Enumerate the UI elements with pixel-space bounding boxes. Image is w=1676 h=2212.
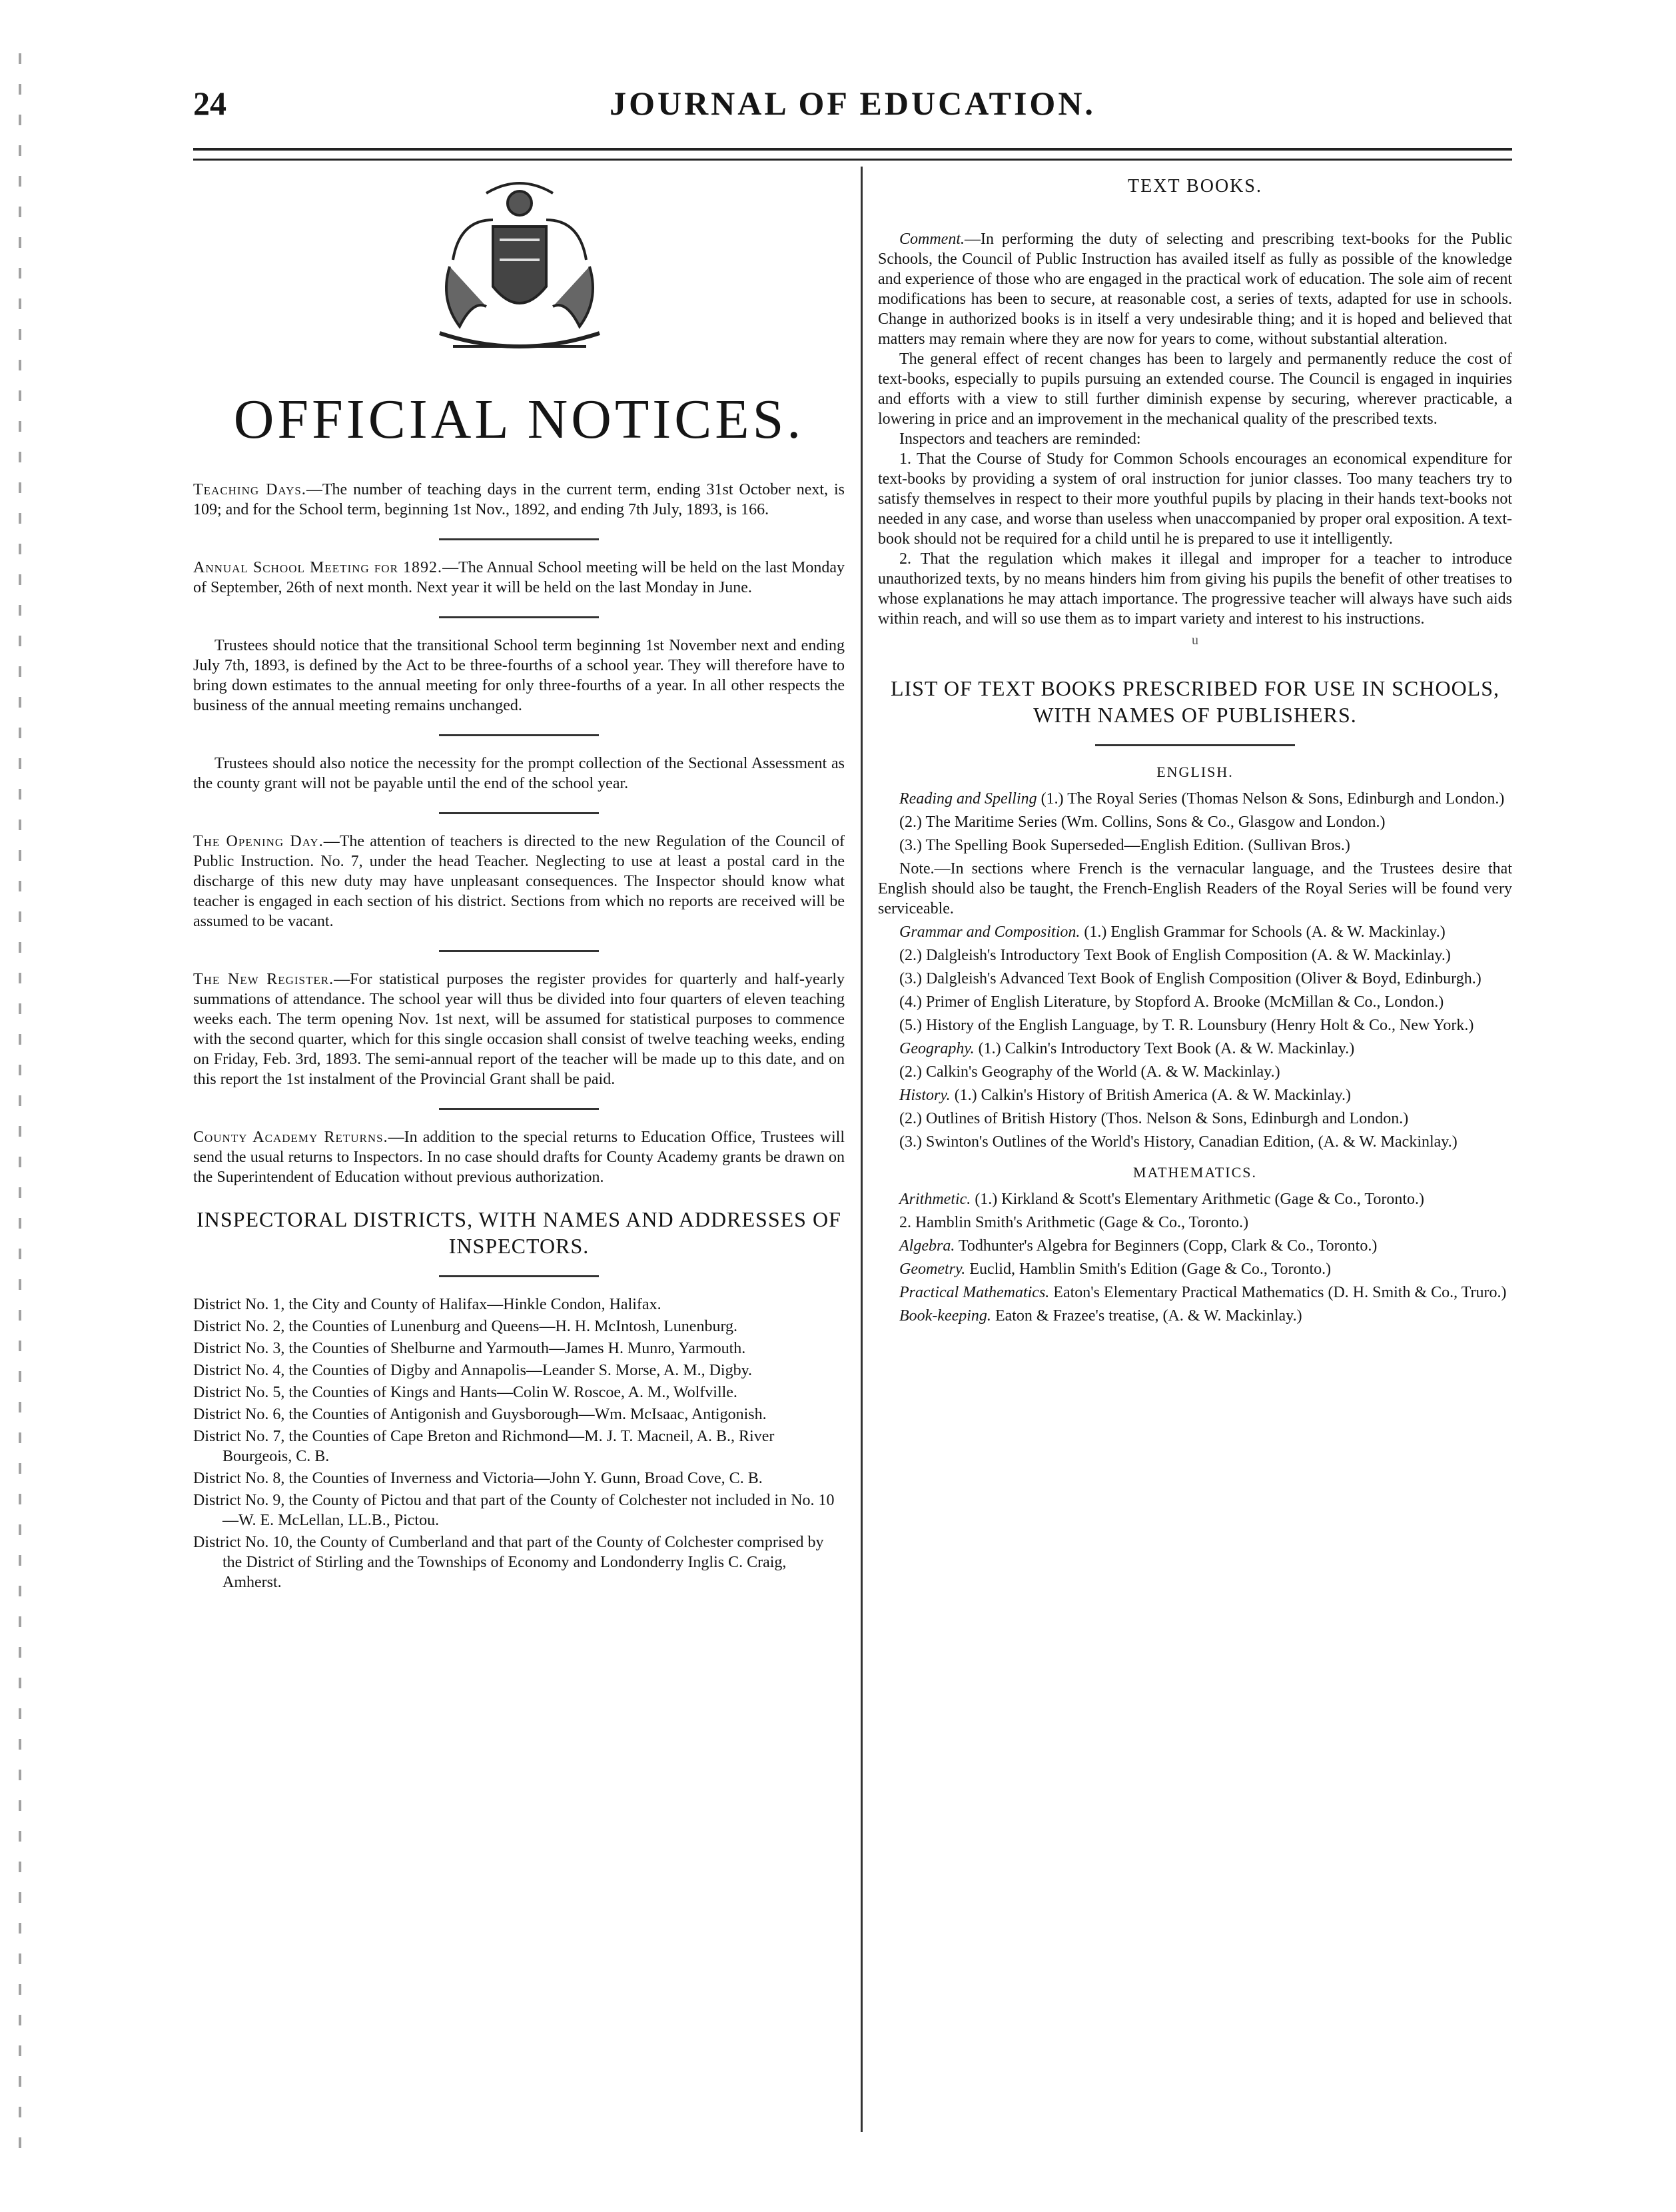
entry-text: (2.) The Maritime Series (Wm. Collins, Sons & Co., Glasgow and London.) [899,814,1386,831]
notice-text: Trustees should also notice the necessity for the prompt collection of the Sectional Assessment as the county grant will not be payable until the end of the school year. [193,755,845,792]
notice-lead: The Opening Day. [193,833,324,850]
subject-label: Book-keeping. [899,1307,991,1325]
comment-paragraph [878,229,1512,349]
divider-rule [439,616,599,618]
text-book-entry [878,969,1512,989]
notice-text: —In addition to the special returns to Education Office, Trustees will send the usual returns to Inspectors. In no case should drafts for County Academy grants be drawn on the Superintendent of Education without previous authorization. [193,1129,845,1186]
page-number: 24 [193,85,226,122]
notice-text: —For statistical purposes the register provides for quarterly and half-yearly summations of attendance. The school year will thus be divided into four quarters of eleven teaching weeks each. The term opening Nov. 1st next, will be assumed for statistical purposes to commence with the second quarter, which for this single occasion shall consist of twelve teaching weeks, ending on Friday, Feb. 3rd, 1893. The semi-annual report of the teacher will be made up to this date, and on this report the 1st instalment of the Provincial Grant shall be paid. [193,971,845,1088]
divider-rule [439,734,599,736]
entry-text: (2.) Calkin's Geography of the World (A. & W. Mackinlay.) [899,1063,1280,1081]
notice-annual-meeting [193,558,845,598]
district-entry: District No. 6, the Counties of Antigonish and Guysborough—Wm. McIsaac, Antigonish. [193,1406,767,1423]
text-book-entry [878,1213,1512,1233]
emblem-area [193,167,845,386]
entry-text: (5.) History of the English Language, by T. R. Lounsbury (Henry Holt & Co., New York.) [899,1017,1474,1034]
text-book-entry [878,1236,1512,1256]
column-divider [861,167,863,2132]
subject-label: Algebra. [899,1237,955,1255]
entry-text: (3.) Swinton's Outlines of the World's History, Canadian Edition, (A. & W. Mackinlay.) [899,1133,1458,1151]
notice-text: —The number of teaching days in the current term, ending 31st October next, is 109; and for the School term, beginning 1st Nov., 1892, and ending 7th July, 1893, is 166. [193,481,845,518]
text-book-entry [878,1015,1512,1035]
text-books-title: TEXT BOOKS. [1128,176,1262,197]
notice-county-academy [193,1127,845,1187]
paragraph: The general effect of recent changes has been to largely and permanently reduce the cost of text-books, especially to pupils pursuing an extended course. The Council is engaged in inquiries and efforts with a view to still further diminish expense by securing, wherever practicable, a lowering in price and an improvement in the mechanical quality of the prescribed texts. [878,350,1512,428]
official-notices-title: OFFICIAL NOTICES. [233,388,805,450]
divider-rule [439,1275,599,1277]
text-book-entry [878,1132,1512,1152]
divider-rule [439,538,599,540]
subject-label: Geometry. [899,1261,966,1278]
text-book-entry [878,789,1512,809]
divider-rule [439,812,599,814]
notice-lead: Teaching Days. [193,481,306,498]
entry-text: (1.) English Grammar for Schools (A. & W. Mackinlay.) [1080,923,1446,941]
district-entry: District No. 3, the Counties of Shelburne and Yarmouth—James H. Munro, Yarmouth. [193,1340,746,1357]
entry-text: Eaton's Elementary Practical Mathematics (D. H. Smith & Co., Truro.) [1049,1284,1507,1301]
district-entry: District No. 4, the Counties of Digby and Annapolis—Leander S. Morse, A. M., Digby. [193,1362,753,1379]
notice-text: Trustees should notice that the transitional School term beginning 1st November next and ending July 7th, 1893, is defined by the Act to be three-fourths of a school year. They will therefore have to bring down estimates to the annual meeting for only three-fourths of a year. In all other respects the business of the annual meeting remains unchanged. [193,637,845,714]
separator-mark: u [1192,633,1198,648]
notice-opening-day [193,831,845,931]
entry-text: (1.) Calkin's History of British America (A. & W. Mackinlay.) [950,1087,1352,1104]
notice-text: —The Annual School meeting will be held on the last Monday of September, 26th of next month. Next year it will be held on the last Monday in June. [193,559,845,596]
page-edge-mark [19,53,21,2152]
left-column [193,167,845,1594]
text-book-entry [878,992,1512,1012]
notice-lead: Annual School Meeting for 1892. [193,559,443,576]
entry-text: (3.) The Spelling Book Superseded—English Edition. (Sullivan Bros.) [899,837,1350,854]
comment-lead: Comment. [899,231,965,248]
text-book-entry [878,1306,1512,1326]
text-book-entry [878,835,1512,855]
notice-lead: County Academy Returns. [193,1129,388,1146]
entry-text: (3.) Dalgleish's Advanced Text Book of English Composition (Oliver & Boyd, Edinburgh.) [899,970,1481,987]
entry-text: (4.) Primer of English Literature, by Stopford A. Brooke (McMillan & Co., London.) [899,993,1444,1011]
divider-rule [439,1108,599,1110]
district-entry: District No. 8, the Counties of Inverness and Victoria—John Y. Gunn, Broad Cove, C. B. [193,1470,763,1487]
notice-sectional-assessment [193,754,845,794]
notice-new-register [193,969,845,1089]
text-book-entry [878,1283,1512,1303]
subject-label: Arithmetic. [899,1191,971,1208]
entry-text: (2.) Outlines of British History (Thos. Nelson & Sons, Edinburgh and London.) [899,1110,1409,1127]
divider-rule [439,950,599,952]
text-book-entry [878,1109,1512,1129]
subject-label: History. [899,1087,951,1104]
entry-text: (1.) The Royal Series (Thomas Nelson & Sons, Edinburgh and London.) [1037,790,1505,808]
district-entry: District No. 5, the Counties of Kings and Hants—Colin W. Roscoe, A. M., Wolfville. [193,1384,737,1401]
text-book-entry [878,812,1512,832]
text-book-list-title: LIST OF TEXT BOOKS PRESCRIBED FOR USE IN SCHOOLS, WITH NAMES OF PUBLISHERS. [890,676,1500,727]
journal-title: JOURNAL OF EDUCATION. [610,85,1096,122]
page-header [193,79,1512,139]
entry-text: (1.) Kirkland & Scott's Elementary Arithmetic (Gage & Co., Toronto.) [971,1191,1425,1208]
notice-teaching-days [193,480,845,520]
notice-text: —The attention of teachers is directed to the new Regulation of the Council of Public Instruction. No. 7, under the head Teacher. Neglecting to use at least a postal card in the discharge of this new duty may have unpleasant consequences. The Inspector should know what teacher is engaged in each section of his district. Sections from which no reports are received will be assumed to be vacant. [193,833,845,930]
entry-text: (1.) Calkin's Introductory Text Book (A. & W. Mackinlay.) [974,1040,1355,1057]
text-book-entry [878,1085,1512,1105]
subject-label: Grammar and Composition. [899,923,1080,941]
district-entry: District No. 2, the Counties of Lunenburg and Queens—H. H. McIntosh, Lunenburg. [193,1318,737,1335]
entry-text: (2.) Dalgleish's Introductory Text Book of English Composition (A. & W. Mackinlay.) [899,947,1451,964]
mathematics-heading: MATHEMATICS. [1133,1164,1257,1181]
district-entry: District No. 10, the County of Cumberland and that part of the County of Colchester comprised by the District of Stirling and the Townships of Economy and Londonderry Inglis C. Craig, Amherst. [193,1534,824,1591]
paragraph-text: —In performing the duty of selecting and prescribing text-books for the Public Schools, the Council of Public Instruction has availed itself as fully as possible of the knowledge and experience of those who are engaged in the practical work of education. The sole aim of recent modifications has been to secure, at reasonable cost, a series of texts, adapted for use in schools. Change in authorized books is in itself a very undesirable thing; and it is hoped and believed that matters may remain where they are now for years to come, without substantial alteration. [878,231,1512,348]
paragraph: 1. That the Course of Study for Common Schools encourages an economical expenditure for text-books by providing a system of oral instruction for junior classes. Too many teachers try to satisfy themselves in respect to their more youthful pupils by placing in their hands text-books not needed in any case, and worse than useless when unaccompanied by proper oral exposition. A text-book should not be required for a child until he is prepared to use it intelligently. [878,450,1512,548]
subject-label: Geography. [899,1040,975,1057]
district-entry: District No. 7, the Counties of Cape Breton and Richmond—M. J. T. Macneil, A. B., River Bourgeois, C. B. [193,1428,775,1465]
entry-text: Euclid, Hamblin Smith's Edition (Gage & Co., Toronto.) [965,1261,1332,1278]
subject-label: Reading and Spelling [899,790,1037,808]
entry-text: 2. Hamblin Smith's Arithmetic (Gage & Co., Toronto.) [899,1214,1249,1231]
district-entry: District No. 9, the County of Pictou and that part of the County of Colchester not included in No. 10—W. E. McLellan, LL.B., Pictou. [193,1492,835,1529]
text-book-entry [878,1039,1512,1059]
text-book-entry [878,945,1512,965]
subject-label: Practical Mathematics. [899,1284,1050,1301]
inspectoral-districts-title: INSPECTORAL DISTRICTS, WITH NAMES AND ADDRESSES OF INSPECTORS. [197,1207,841,1258]
text-book-entry [878,1062,1512,1082]
text-book-entry [878,1259,1512,1279]
paragraph: Inspectors and teachers are reminded: [899,430,1141,448]
notice-transitional-term [193,636,845,716]
divider-rule [1095,744,1295,746]
entry-text: Todhunter's Algebra for Beginners (Copp, Clark & Co., Toronto.) [955,1237,1378,1255]
paragraph: 2. That the regulation which makes it illegal and improper for a teacher to introduce unauthorized texts, by no means hinders him from giving his pupils the benefit of other treatises to whose explanations he may attach importance. The progressive teacher will always have such aids within reach, and will so use them as to impart variety and interest to his instructions. [878,550,1512,628]
entry-text: Note.—In sections where French is the vernacular language, and the Trustees desire that English should also be taught, the French-English Readers of the Royal Series will be found very serviceable. [878,860,1512,917]
header-rule [193,148,1512,161]
entry-text: Eaton & Frazee's treatise, (A. & W. Mackinlay.) [991,1307,1302,1325]
coat-of-arms-emblem [413,167,626,380]
english-heading: ENGLISH. [1156,764,1234,780]
right-column [878,167,1512,1329]
notice-lead: The New Register. [193,971,334,988]
note-entry [878,859,1512,919]
district-entry: District No. 1, the City and County of Halifax—Hinkle Condon, Halifax. [193,1296,661,1313]
text-book-entry [878,1189,1512,1209]
text-book-entry [878,922,1512,942]
